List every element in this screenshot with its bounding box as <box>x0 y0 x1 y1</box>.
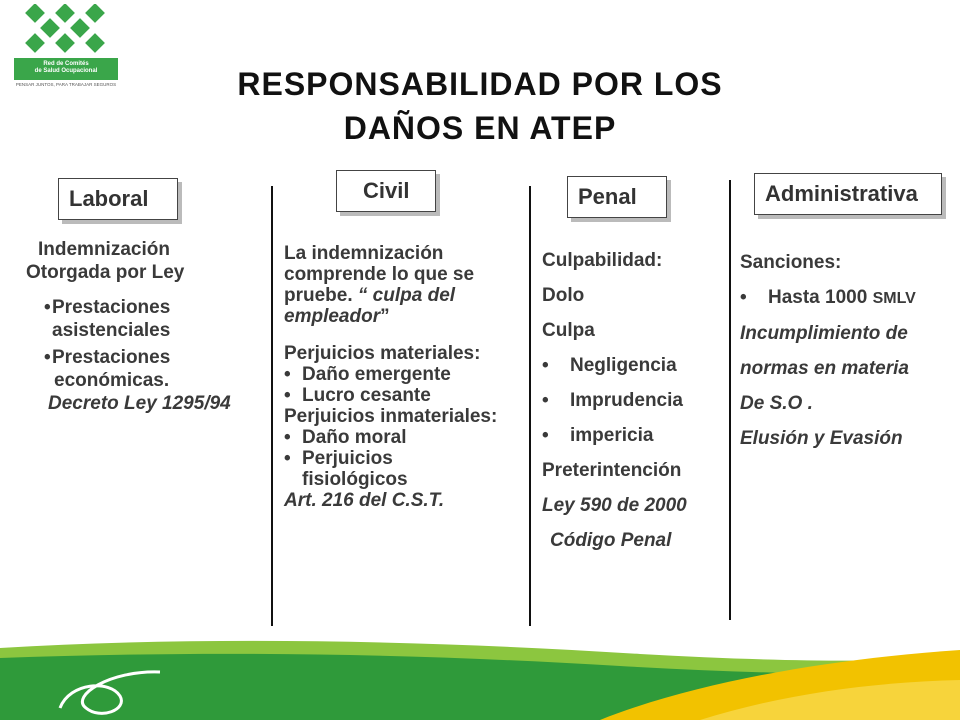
civil-bullet-4 <box>284 448 530 490</box>
divider-line-1 <box>271 186 273 626</box>
logo-label <box>14 58 118 80</box>
footer-decoration <box>0 600 960 720</box>
civil-ref: Art. 216 del C.S.T. <box>284 490 445 511</box>
civil-l3a: pruebe. <box>284 285 353 306</box>
penal-l4: Preterintención <box>542 460 682 481</box>
admin-i4: Elusión y Evasión <box>740 428 903 449</box>
penal-bullet-3 <box>542 418 727 453</box>
page-title <box>140 62 820 150</box>
title-line2: DAÑOS EN ATEP <box>343 110 617 146</box>
civil-b1: Daño emergente <box>302 364 451 385</box>
laboral-bullet-2 <box>26 346 266 392</box>
civil-l3 <box>284 285 530 306</box>
civil-l2: comprende lo que se <box>284 264 475 285</box>
bullet-dot: • <box>542 355 549 376</box>
admin-b1a: Hasta 1000 <box>768 287 873 308</box>
civil-h1: Perjuicios materiales: <box>284 343 481 364</box>
laboral-column <box>26 238 266 415</box>
civil-b3: Daño moral <box>302 427 407 448</box>
bullet-dot: • <box>44 347 51 368</box>
admin-i2: normas en materia <box>740 358 909 379</box>
civil-l4 <box>284 306 530 327</box>
admin-l1: Sanciones: <box>740 252 842 273</box>
civil-l4b: ” <box>380 306 390 327</box>
bullet-dot: • <box>740 287 747 308</box>
bullet-dot: • <box>542 390 549 411</box>
admin-i3: De S.O . <box>740 393 813 414</box>
penal-l3: Culpa <box>542 320 595 341</box>
logo-slogan: PENSAR JUNTOS, PARA TRABAJAR SEGUROS <box>15 82 117 87</box>
penal-ref2: Código Penal <box>550 530 672 551</box>
tag-civil: Civil <box>336 170 436 212</box>
civil-b2: Lucro cesante <box>302 385 431 406</box>
civil-l4a: empleador <box>284 306 381 327</box>
tag-laboral: Laboral <box>58 178 178 220</box>
penal-l2: Dolo <box>542 285 585 306</box>
laboral-line1: Indemnización <box>38 239 170 260</box>
civil-h2: Perjuicios inmateriales: <box>284 406 498 427</box>
bullet-dot: • <box>284 427 291 448</box>
penal-bullet-1 <box>542 348 727 383</box>
penal-b1: Negligencia <box>570 355 677 376</box>
laboral-b2b: económicas. <box>54 370 170 391</box>
penal-b3: impericia <box>570 425 654 446</box>
laboral-line2: Otorgada por Ley <box>26 262 185 283</box>
civil-b4b: fisiológicos <box>302 469 408 490</box>
logo-label-line1: Red de Comités <box>43 61 89 67</box>
bullet-dot: • <box>44 297 51 318</box>
laboral-b1a: Prestaciones <box>52 297 171 318</box>
bullet-dot: • <box>284 364 291 385</box>
penal-ref1: Ley 590 de 2000 <box>542 495 687 516</box>
admin-i1: Incumplimiento de <box>740 323 908 344</box>
administrativa-column <box>740 245 955 456</box>
penal-column <box>542 243 727 558</box>
logo-mark-icon <box>10 4 122 60</box>
civil-b4a: Perjuicios <box>302 448 393 469</box>
civil-bullet-1 <box>284 364 530 385</box>
penal-l1: Culpabilidad: <box>542 250 663 271</box>
admin-bullet-1 <box>740 280 955 316</box>
civil-bullet-3 <box>284 427 530 448</box>
laboral-b1b: asistenciales <box>52 320 171 341</box>
divider-line-3 <box>729 180 731 620</box>
civil-l1: La indemnización <box>284 243 444 264</box>
title-line1: RESPONSABILIDAD POR LOS <box>237 66 723 102</box>
tag-administrativa: Administrativa <box>754 173 942 215</box>
bullet-dot: • <box>284 385 291 406</box>
laboral-b2a: Prestaciones <box>52 347 171 368</box>
tag-penal: Penal <box>567 176 667 218</box>
penal-bullet-2 <box>542 383 727 418</box>
admin-b1b: SMLV <box>872 290 916 307</box>
bullet-dot: • <box>284 448 291 469</box>
bullet-dot: • <box>542 425 549 446</box>
civil-l3b: “ culpa del <box>352 285 456 306</box>
laboral-ref: Decreto Ley 1295/94 <box>48 393 231 414</box>
laboral-bullet-1 <box>26 296 266 342</box>
penal-b2: Imprudencia <box>570 390 683 411</box>
logo-label-line2: de Salud Ocupacional <box>34 68 98 74</box>
civil-column <box>284 243 530 511</box>
logo <box>10 4 122 90</box>
civil-bullet-2 <box>284 385 530 406</box>
